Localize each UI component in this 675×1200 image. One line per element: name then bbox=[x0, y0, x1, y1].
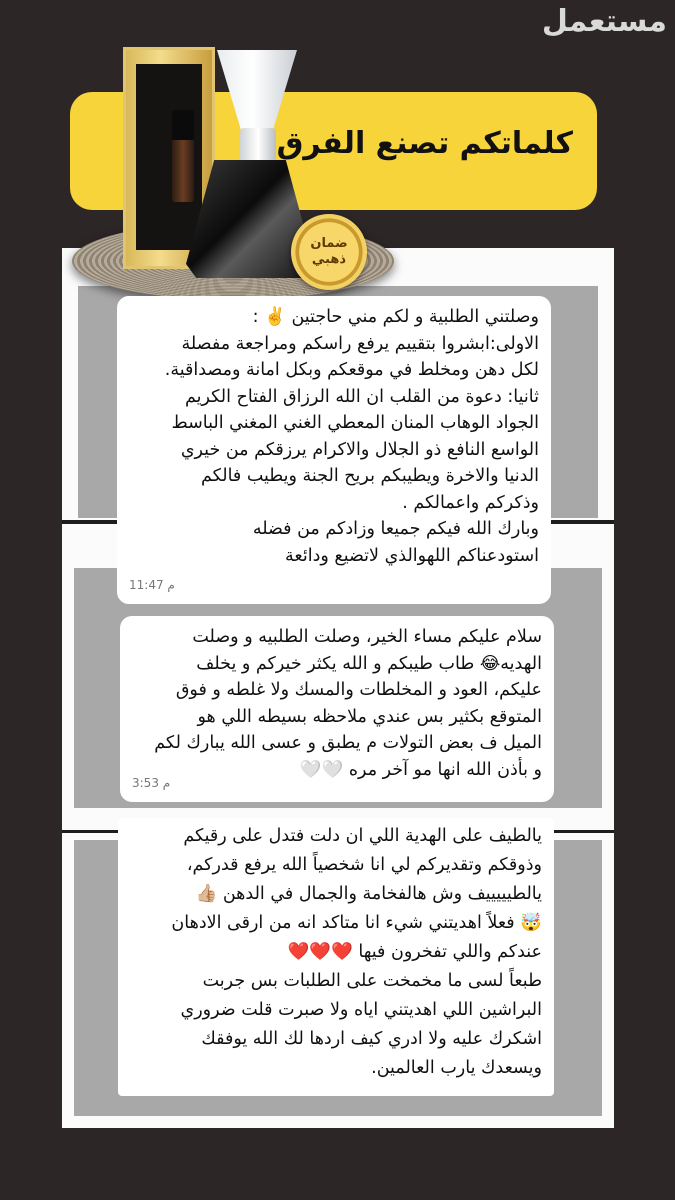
chat-message-2 bbox=[120, 616, 554, 802]
seal-line-2: ذهبي bbox=[311, 252, 347, 267]
message-line: طبعاً لسى ما مخمخت على الطلبات بس جربت bbox=[202, 971, 542, 991]
message-line: 🤯 فعلاً اهديتني شيء انا متاكد انه من ارقى الادهان bbox=[171, 913, 542, 933]
message-timestamp: 3:53 م bbox=[132, 775, 171, 790]
message-line: الميل ف بعض التولات م يطبق و عسى الله يبارك لكم bbox=[154, 733, 542, 753]
message-line: لكل دهن ومخلط في موقعكم وبكل امانة ومصداقية. bbox=[164, 360, 539, 380]
message-line: و بأذن الله انها مو آخر مره 🤍🤍 bbox=[299, 759, 542, 780]
message-line: وذكركم واعمالكم . bbox=[402, 492, 539, 513]
message-line: وصلتني الطلبية و لكم مني حاجتين ✌️ : bbox=[252, 307, 539, 327]
chat-message-1 bbox=[117, 296, 551, 604]
message-line: الدنيا والاخرة ويطيبكم بريح الجنة ويطيب فالكم bbox=[200, 466, 539, 486]
message-line: الجواد الوهاب المنان المعطي الغني المغني الباسط bbox=[171, 413, 539, 433]
message-line: الهديه😂 طاب طيبكم و الله يكثر خيركم و يخلف bbox=[196, 653, 542, 674]
message-line: عندكم واللي تفخرون فيها ❤️❤️❤️ bbox=[287, 942, 542, 962]
perfume-bottle-collar bbox=[240, 128, 276, 162]
message-line: يالطيف على الهدية اللي ان دلت فتدل على رقيكم bbox=[183, 826, 542, 846]
message-line: الواسع النافع ذو الجلال والاكرام يرزقكم من خيري bbox=[180, 439, 539, 460]
message-line: يالطيييييف وش هالفخامة والجمال في الدهن 👍🏼 bbox=[195, 884, 542, 904]
message-line: ويسعدك يارب العالمين. bbox=[371, 1058, 542, 1078]
banner-title: كلماتكم تصنع الفرق bbox=[276, 126, 573, 161]
message-timestamp: 11:47 م bbox=[129, 577, 175, 592]
message-line: البراشين اللي اهديتني اياه ولا صبرت قلت ضروري bbox=[180, 1000, 542, 1020]
message-line: اشكرك عليه ولا ادري كيف اردها لك الله يوفقك bbox=[201, 1029, 542, 1049]
seal-line-1: ضمان bbox=[310, 236, 348, 251]
message-line: وبارك الله فيكم جميعا وزادكم من فضله bbox=[252, 519, 539, 539]
gold-guarantee-seal bbox=[291, 214, 367, 290]
chat-message-3 bbox=[118, 818, 554, 1096]
site-watermark: مستعمل bbox=[541, 4, 667, 39]
message-line: الاولى:ابشروا بتقييم يرفع راسكم ومراجعة مفصلة bbox=[181, 333, 539, 354]
message-line: وذوقكم وتقديركم لي انا شخصياً الله يرفع قدركم، bbox=[186, 855, 542, 875]
message-line: ثانيا: دعوة من القلب ان الله الرزاق الفتاح الكريم bbox=[184, 386, 539, 407]
message-line: سلام عليكم مساء الخير، وصلت الطلبيه و وصلت bbox=[192, 627, 542, 647]
message-line: استودعناكم اللهوالذي لاتضيع ودائعة bbox=[285, 545, 539, 566]
message-line: المتوقع بكثير بس عندي ملاحظه بسيطه اللي هو bbox=[197, 706, 542, 727]
vial-cap bbox=[172, 110, 194, 140]
message-line: عليكم، العود و المخلطات والمسك ولا غلطه و فوق bbox=[175, 680, 542, 700]
